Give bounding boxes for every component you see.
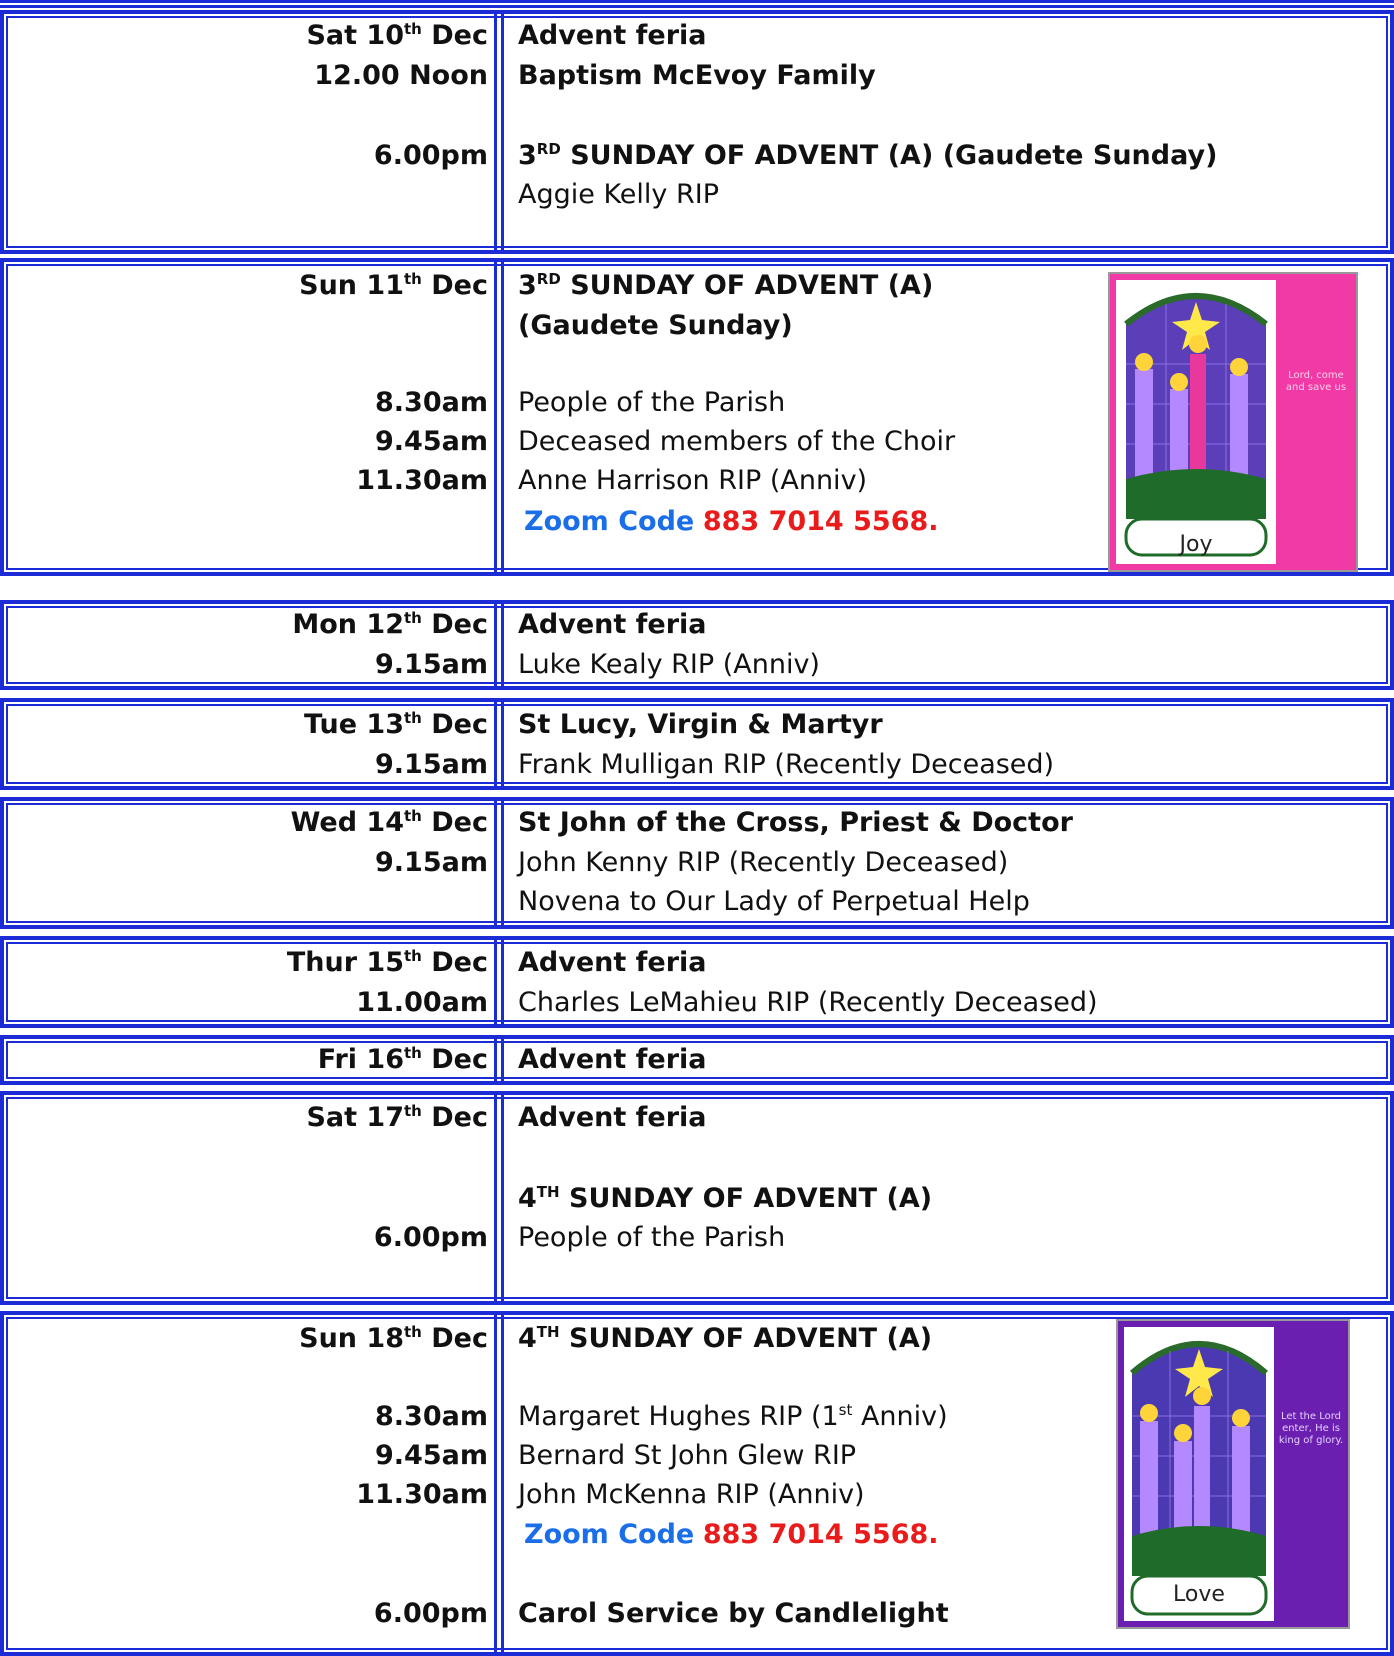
mass-time: 11.30am xyxy=(356,465,488,496)
column-divider xyxy=(494,1311,506,1656)
date-label: Fri 16th Dec xyxy=(317,1044,488,1075)
intention-text: People of the Parish xyxy=(518,387,786,418)
liturgy-title: Advent feria xyxy=(518,1102,707,1133)
mass-time: 11.00am xyxy=(356,987,488,1018)
zoom-label: Zoom Code xyxy=(524,506,695,537)
liturgy-title: Advent feria xyxy=(518,1044,707,1075)
mass-time: 6.00pm xyxy=(373,140,488,171)
intention-text: Margaret Hughes RIP (1st Anniv) xyxy=(518,1401,948,1432)
liturgy-title: St John of the Cross, Priest & Doctor xyxy=(518,807,1073,838)
liturgy-title: Advent feria xyxy=(518,947,707,978)
top-border xyxy=(0,0,1394,8)
liturgy-title: Advent feria xyxy=(518,20,707,51)
liturgy-title: 4TH SUNDAY OF ADVENT (A) xyxy=(518,1323,933,1354)
date-label: Sat 10th Dec xyxy=(306,20,488,51)
column-divider xyxy=(494,698,506,790)
schedule-row-sun-11 xyxy=(0,258,1394,576)
card-caption: Love xyxy=(1173,1582,1225,1607)
schedule-row-tue-13 xyxy=(0,698,1394,790)
mass-time: 9.15am xyxy=(375,749,488,780)
schedule-row-sun-18 xyxy=(0,1311,1394,1656)
column-divider xyxy=(494,797,506,929)
intention-text: Baptism McEvoy Family xyxy=(518,60,876,91)
mass-time: 9.45am xyxy=(375,426,488,457)
mass-time: 12.00 Noon xyxy=(314,60,488,91)
intention-text: John McKenna RIP (Anniv) xyxy=(518,1479,865,1510)
mass-time: 9.15am xyxy=(375,649,488,680)
date-label: Mon 12th Dec xyxy=(292,609,488,640)
date-label: Tue 13th Dec xyxy=(304,709,488,740)
date-label: Thur 15th Dec xyxy=(286,947,488,978)
intention-text: Deceased members of the Choir xyxy=(518,426,956,457)
card-caption: Joy xyxy=(1179,532,1213,557)
column-divider xyxy=(494,10,506,254)
advent-card-love xyxy=(1116,1319,1350,1629)
mass-time: 8.30am xyxy=(375,1401,488,1432)
zoom-code: 883 7014 5568. xyxy=(702,506,939,537)
schedule-row-wed-14 xyxy=(0,797,1394,929)
zoom-label: Zoom Code xyxy=(524,1519,695,1550)
date-label: Sat 17th Dec xyxy=(306,1102,488,1133)
date-label: Wed 14th Dec xyxy=(290,807,488,838)
schedule-row-sat-10 xyxy=(0,10,1394,254)
intention-text: Anne Harrison RIP (Anniv) xyxy=(518,465,868,496)
zoom-info xyxy=(524,502,939,542)
column-divider xyxy=(494,258,506,576)
intention-text: Novena to Our Lady of Perpetual Help xyxy=(518,886,1030,917)
date-label: Sun 11th Dec xyxy=(299,270,488,301)
advent-wreath-image xyxy=(1110,274,1356,570)
intention-text: Frank Mulligan RIP (Recently Deceased) xyxy=(518,749,1055,780)
intention-text: John Kenny RIP (Recently Deceased) xyxy=(518,847,1009,878)
column-divider xyxy=(494,600,506,690)
schedule-row-sat-17 xyxy=(0,1091,1394,1305)
intention-text: Bernard St John Glew RIP xyxy=(518,1440,857,1471)
zoom-code: 883 7014 5568. xyxy=(702,1519,939,1550)
liturgy-title: 3RD SUNDAY OF ADVENT (A) (Gaudete Sunday) xyxy=(518,140,1218,171)
schedule-row-fri-16 xyxy=(0,1035,1394,1085)
date-label: Sun 18th Dec xyxy=(299,1323,488,1354)
intention-text: People of the Parish xyxy=(518,1222,786,1253)
advent-card-joy xyxy=(1108,272,1358,572)
mass-time: 9.45am xyxy=(375,1440,488,1471)
intention-text: Charles LeMahieu RIP (Recently Deceased) xyxy=(518,987,1098,1018)
liturgy-title: 3RD SUNDAY OF ADVENT (A) xyxy=(518,270,934,301)
intention-text: Aggie Kelly RIP xyxy=(518,179,719,210)
intention-text: Luke Kealy RIP (Anniv) xyxy=(518,649,820,680)
column-divider xyxy=(494,1035,506,1085)
column-divider xyxy=(494,1091,506,1305)
schedule-row-thur-15 xyxy=(0,936,1394,1028)
mass-time: 8.30am xyxy=(375,387,488,418)
zoom-info xyxy=(524,1515,939,1555)
advent-wreath-image xyxy=(1118,1321,1348,1627)
card-side-text: Lord, come and save us xyxy=(1285,370,1347,393)
schedule-row-mon-12 xyxy=(0,600,1394,690)
mass-time: 6.00pm xyxy=(373,1598,488,1629)
mass-time: 11.30am xyxy=(356,1479,488,1510)
liturgy-subtitle: (Gaudete Sunday) xyxy=(518,310,793,341)
liturgy-title: 4TH SUNDAY OF ADVENT (A) xyxy=(518,1183,933,1214)
liturgy-title: Advent feria xyxy=(518,609,707,640)
column-divider xyxy=(494,936,506,1028)
liturgy-title: St Lucy, Virgin & Martyr xyxy=(518,709,883,740)
mass-time: 9.15am xyxy=(375,847,488,878)
mass-time: 6.00pm xyxy=(373,1222,488,1253)
event-title: Carol Service by Candlelight xyxy=(518,1598,949,1629)
card-side-text: Let the Lord enter, He is king of glory. xyxy=(1278,1411,1344,1446)
